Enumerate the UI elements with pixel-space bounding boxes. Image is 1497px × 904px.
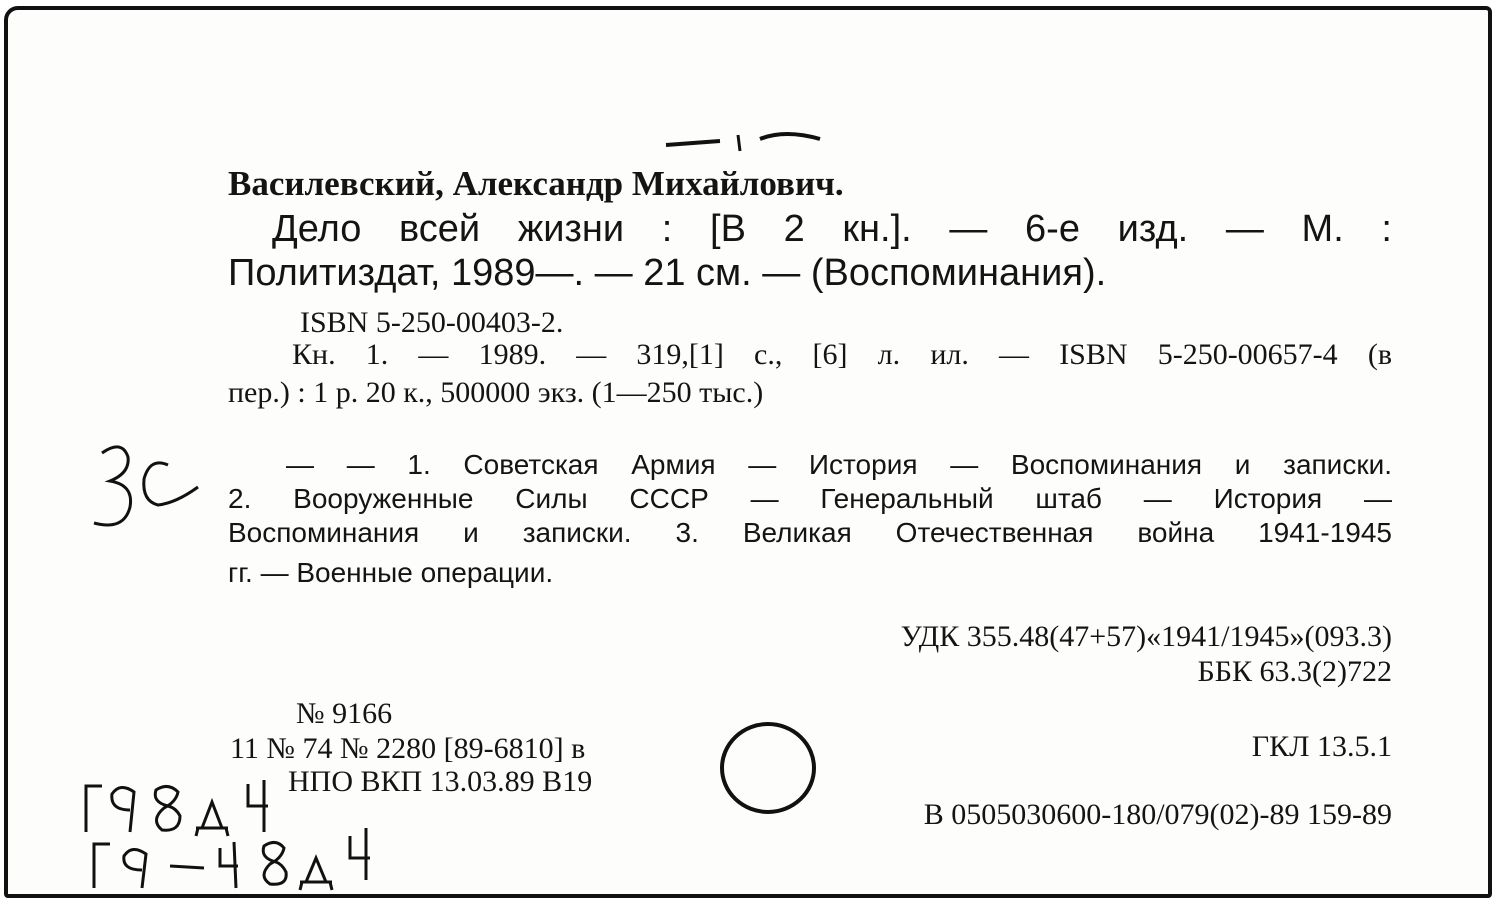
page-number-mark bbox=[660, 125, 830, 155]
subject-line-2: 2. Вооруженные Силы СССР — Генеральный штаб — История — bbox=[228, 483, 1392, 514]
handwritten-margin-mark bbox=[80, 435, 200, 545]
isbn-line: ISBN 5-250-00403-2. bbox=[300, 306, 564, 339]
subject-line-4: гг. — Военные операции. bbox=[228, 557, 554, 588]
author-heading: Василевский, Александр Михайлович. bbox=[228, 164, 844, 203]
subject-line-3: Воспоминания и записки. 3. Великая Отечественная война 1941-1945 bbox=[228, 517, 1392, 548]
volume-line-1: Кн. 1. — 1989. — 319,[1] с., [6] л. ил. — ISBN 5-250-00657-4 (в bbox=[292, 338, 1392, 371]
bbk-code: ББК 63.3(2)722 bbox=[1197, 655, 1392, 688]
order-number: № 9166 bbox=[296, 697, 393, 730]
volume-line-2: пер.) : 1 р. 20 к., 500000 экз. (1—250 тыс.) bbox=[228, 376, 764, 409]
gkl-code: ГКЛ 13.5.1 bbox=[1251, 730, 1392, 763]
title-line-2: Политиздат, 1989—. — 21 см. — (Воспоминания). bbox=[228, 252, 1107, 294]
catalog-code: В 0505030600-180/079(02)-89 159-89 bbox=[923, 798, 1392, 831]
title-line-1: Дело всей жизни : [В 2 кн.]. — 6-е изд. — М. : bbox=[272, 208, 1392, 250]
handwritten-note-2 bbox=[80, 822, 400, 897]
subject-line-1: — — 1. Советская Армия — История — Воспоминания и записки. bbox=[286, 449, 1392, 480]
circle-mark bbox=[716, 718, 826, 818]
print-info-line-1: 11 № 74 № 2280 [89-6810] в bbox=[230, 732, 586, 765]
print-info-line-2: НПО ВКП 13.03.89 В19 bbox=[288, 765, 593, 798]
udk-code: УДК 355.48(47+57)«1941/1945»(093.3) bbox=[900, 620, 1392, 653]
